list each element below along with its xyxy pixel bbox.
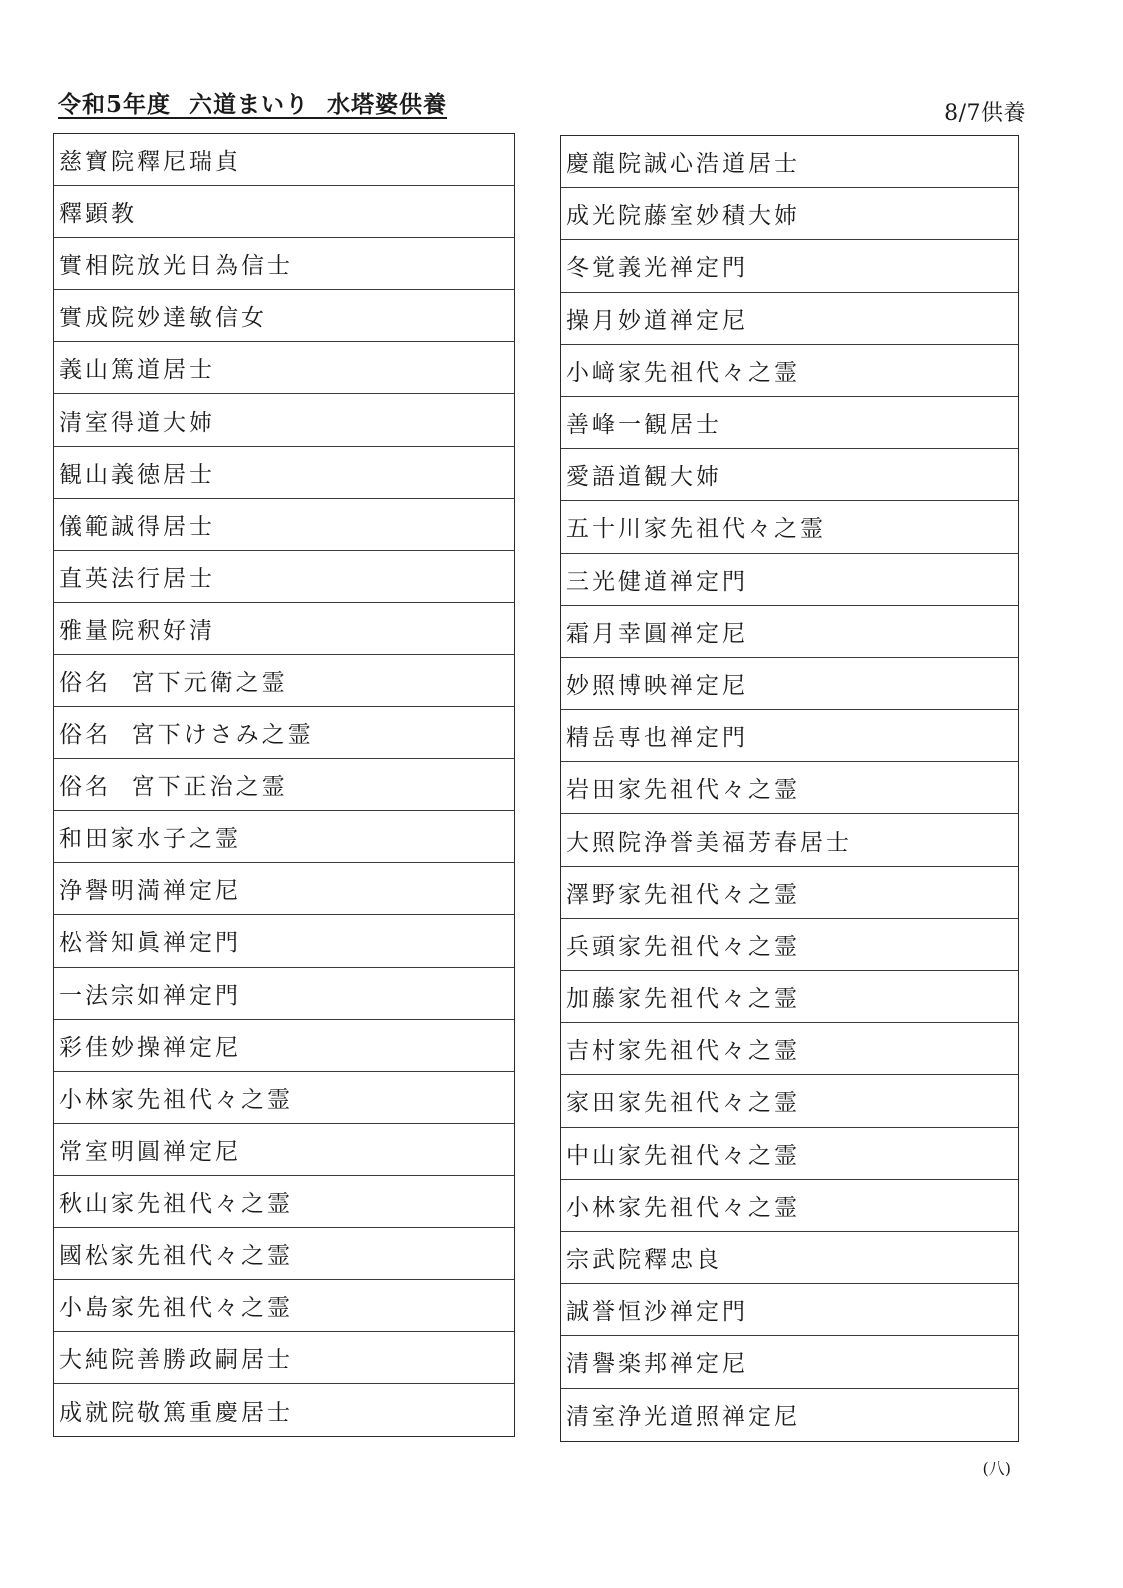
name-entry: 釋顕教 xyxy=(54,186,514,238)
name-entry: 清譽楽邦禅定尼 xyxy=(561,1336,1018,1388)
name-entry: 實成院妙達敏信女 xyxy=(54,290,514,342)
name-entry: 誠誉恒沙禅定門 xyxy=(561,1284,1018,1336)
name-entry: 小林家先祖代々之霊 xyxy=(561,1180,1018,1232)
name-entry: 家田家先祖代々之霊 xyxy=(561,1075,1018,1127)
name-entry: 小﨑家先祖代々之霊 xyxy=(561,345,1018,397)
name-entry: 俗名 宮下けさみ之霊 xyxy=(54,707,514,759)
name-entry: 兵頭家先祖代々之霊 xyxy=(561,919,1018,971)
name-entry: 観山義徳居士 xyxy=(54,447,514,499)
name-entry: 清室浄光道照禅定尼 xyxy=(566,1404,800,1431)
name-entry: 五十川家先祖代々之霊 xyxy=(561,501,1018,553)
name-entry: 俗名 宮下元衛之霊 xyxy=(54,655,514,707)
name-entry: 三光健道禅定門 xyxy=(561,554,1018,606)
name-entry: 成光院藤室妙積大姉 xyxy=(561,188,1018,240)
name-entry: 宗武院釋忠良 xyxy=(561,1232,1018,1284)
name-entry: 義山篤道居士 xyxy=(54,342,514,394)
offering-date: 8/7供養 xyxy=(944,101,1026,126)
name-entry: 加藤家先祖代々之霊 xyxy=(561,971,1018,1023)
name-entry: 浄譽明満禅定尼 xyxy=(54,863,514,915)
name-entry: 慶龍院誠心浩道居士 xyxy=(561,136,1018,188)
name-entry: 妙照博映禅定尼 xyxy=(561,658,1018,710)
name-entry: 岩田家先祖代々之霊 xyxy=(561,762,1018,814)
name-entry: 冬覚義光禅定門 xyxy=(561,240,1018,292)
name-entry: 松誉知眞禅定門 xyxy=(54,915,514,967)
name-entry: 霜月幸圓禅定尼 xyxy=(561,606,1018,658)
name-entry: 雅量院釈好清 xyxy=(54,603,514,655)
name-entry: 和田家水子之霊 xyxy=(54,811,514,863)
page-title: 令和5年度 六道まいり 水塔婆供養 xyxy=(58,91,448,118)
name-entry: 大照院浄誉美福芳春居士 xyxy=(561,814,1018,866)
name-entry: 秋山家先祖代々之霊 xyxy=(54,1176,514,1228)
name-entry: 實相院放光日為信士 xyxy=(54,238,514,290)
name-entry: 國松家先祖代々之霊 xyxy=(54,1228,514,1280)
name-entry: 小島家先祖代々之霊 xyxy=(54,1280,514,1332)
name-entry: 小林家先祖代々之霊 xyxy=(54,1072,514,1124)
name-entry: 操月妙道禅定尼 xyxy=(561,293,1018,345)
name-list-left xyxy=(53,133,515,1437)
name-entry: 吉村家先祖代々之霊 xyxy=(561,1023,1018,1075)
name-entry: 中山家先祖代々之霊 xyxy=(561,1128,1018,1180)
name-entry: 成就院敬篤重慶居士 xyxy=(59,1399,293,1426)
name-entry: 善峰一観居士 xyxy=(561,397,1018,449)
name-entry: 清室得道大姉 xyxy=(54,394,514,446)
name-entry: 一法宗如禅定門 xyxy=(54,968,514,1020)
name-entry: 大純院善勝政嗣居士 xyxy=(54,1332,514,1384)
name-entry: 精岳専也禅定門 xyxy=(561,710,1018,762)
page-number: (八) xyxy=(982,1459,1011,1478)
name-entry: 澤野家先祖代々之霊 xyxy=(561,867,1018,919)
name-entry: 常室明圓禅定尼 xyxy=(54,1124,514,1176)
name-entry: 俗名 宮下正治之霊 xyxy=(54,759,514,811)
name-list-right xyxy=(560,135,1019,1442)
name-entry: 愛語道観大姉 xyxy=(561,449,1018,501)
name-entry: 彩佳妙操禅定尼 xyxy=(54,1020,514,1072)
name-entry: 直英法行居士 xyxy=(54,551,514,603)
name-entry: 慈寶院釋尼瑞貞 xyxy=(54,134,514,186)
name-entry: 儀範誠得居士 xyxy=(54,499,514,551)
